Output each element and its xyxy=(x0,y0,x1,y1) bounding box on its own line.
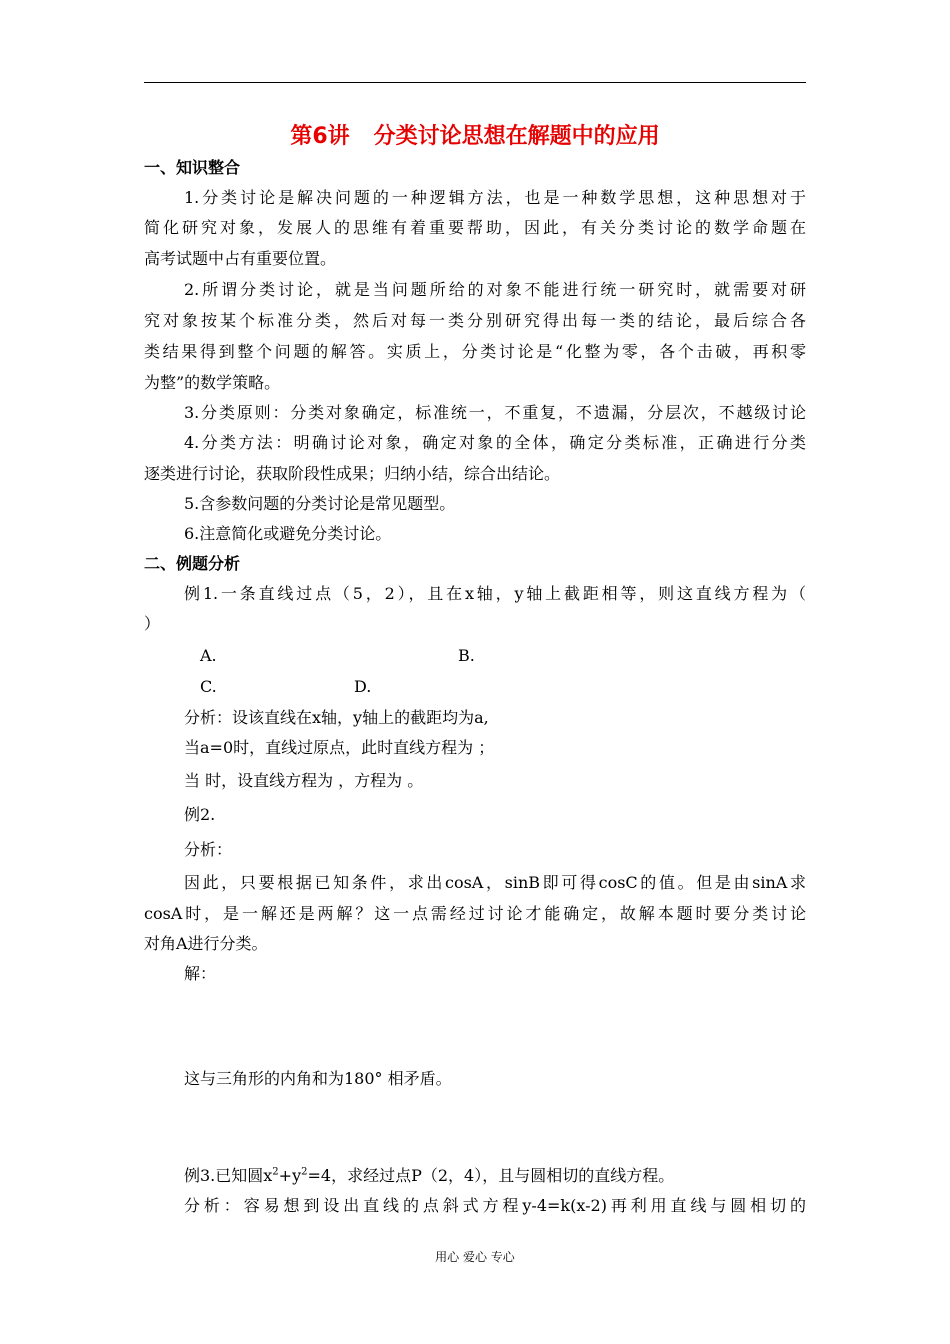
example-3-question: 例3.已知圆$x^2+y^2=4$，求经过点P（2，4），且与圆相切的直线方程。 xyxy=(184,1166,675,1185)
header-rule xyxy=(144,82,806,83)
paragraph-4-line-1: 4.分类方法：明确讨论对象，确定对象的全体，确定分类标准，正确进行分类 xyxy=(184,433,806,452)
example-1-analysis-line-3: 当 时，设直线方程为 ，方程为 。 xyxy=(184,771,424,790)
paragraph-4-line-2: 逐类进行讨论，获取阶段性成果；归纳小结，综合出结论。 xyxy=(144,464,561,483)
option-d: D. xyxy=(354,677,372,696)
example-1-question-line-1: 例1.一条直线过点（5，2），且在x轴，y轴上截距相等，则这直线方程为（ xyxy=(184,584,806,603)
example-1-question-line-2: ） xyxy=(144,614,161,633)
paragraph-2-line-3: 类结果得到整个问题的解答。实质上，分类讨论是“化整为零，各个击破，再积零 xyxy=(144,342,806,361)
example-2-label: 例2. xyxy=(184,805,216,824)
paragraph-6: 6.注意简化或避免分类讨论。 xyxy=(184,524,392,543)
paragraph-2-line-4: 为整”的数学策略。 xyxy=(144,373,281,392)
example-2-solution-label: 解： xyxy=(184,964,217,983)
option-a: A. xyxy=(200,646,217,665)
example-2-contradiction: 这与三角形的内角和为180° 相矛盾。 xyxy=(184,1069,452,1088)
example-2-text-line-1: 因此，只要根据已知条件，求出cosA，sinB即可得cosC的值。但是由sinA求 xyxy=(184,873,806,892)
example-2-text-line-2: cosA时，是一解还是两解？这一点需经过讨论才能确定，故解本题时要分类讨论 xyxy=(144,904,806,923)
example-2-text-line-3: 对角A进行分类。 xyxy=(144,934,268,953)
example-3-analysis-line-1: 分析：容易想到设出直线的点斜式方程y-4=k(x-2)再利用直线与圆相切的 xyxy=(184,1196,806,1215)
title-lecture-number: 第6讲 xyxy=(290,124,350,149)
section-heading-knowledge: 一、知识整合 xyxy=(144,158,241,177)
paragraph-2-line-1: 2.所谓分类讨论，就是当问题所给的对象不能进行统一研究时，就需要对研 xyxy=(184,280,806,299)
example-1-analysis-line-2: 当a=0时，直线过原点，此时直线方程为 ； xyxy=(184,738,495,757)
option-b: B. xyxy=(458,646,475,665)
page-footer: 用心 爱心 专心 xyxy=(435,1250,515,1264)
paragraph-1-line-2: 简化研究对象，发展人的思维有着重要帮助，因此，有关分类讨论的数学命题在 xyxy=(144,218,806,237)
paragraph-2-line-2: 究对象按某个标准分类，然后对每一类分别研究得出每一类的结论，最后综合各 xyxy=(144,311,806,330)
title-topic: 分类讨论思想在解题中的应用 xyxy=(373,124,660,149)
example-1-analysis-line-1: 分析：设该直线在x轴，y轴上的截距均为a, xyxy=(184,708,489,727)
page-title xyxy=(144,122,806,152)
section-heading-examples: 二、例题分析 xyxy=(144,554,241,573)
paragraph-3: 3.分类原则：分类对象确定，标准统一，不重复，不遗漏，分层次，不越级讨论 xyxy=(184,403,806,422)
paragraph-1-line-1: 1.分类讨论是解决问题的一种逻辑方法，也是一种数学思想，这种思想对于 xyxy=(184,188,806,207)
paragraph-1-line-3: 高考试题中占有重要位置。 xyxy=(144,249,337,268)
paragraph-5: 5.含参数问题的分类讨论是常见题型。 xyxy=(184,494,456,513)
example-2-analysis-label: 分析： xyxy=(184,840,233,859)
option-c: C. xyxy=(200,677,217,696)
